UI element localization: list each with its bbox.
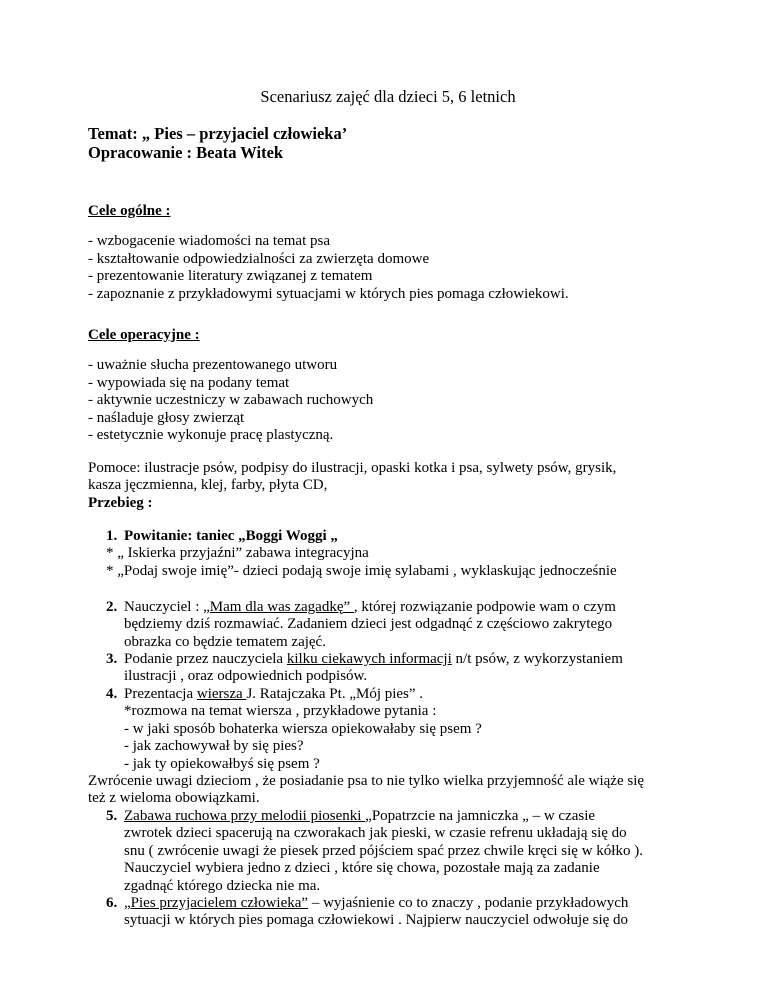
aids-section — [88, 460, 698, 512]
step-6 — [88, 895, 698, 930]
step-number: 5. — [106, 808, 118, 824]
dog-friend-link[interactable]: „Pies przyjacielem człowieka” — [124, 895, 309, 911]
operational-goal-item: - wypowiada się na podany temat — [88, 374, 290, 391]
step-5-line: snu ( zwrócenie uwagi że piesek przed pójściem spać przez chwile kręci się w kółko ). — [124, 842, 643, 859]
course-heading: Przebieg : — [88, 494, 153, 511]
step-5-post: „Popatrzcie na jamniczka „ – w czasie — [365, 808, 596, 824]
step-4-line: *rozmowa na temat wiersza , przykładowe pytania : — [124, 703, 437, 720]
step-4-line: - jak ty opiekowałbyś się psem ? — [124, 755, 320, 772]
aids-line: kasza jęczmienna, klej, farby, płyta CD, — [88, 477, 328, 494]
author-line: Opracowanie : Beata Witek — [88, 143, 284, 162]
general-goal-item: - kształtowanie odpowiedzialności za zwierzęta domowe — [88, 250, 430, 267]
operational-goal-item: - naśladuje głosy zwierząt — [88, 409, 245, 426]
operational-goals-heading: Cele operacyjne : — [88, 327, 200, 343]
step-3-post: n/t psów, z wykorzystaniem — [451, 651, 623, 667]
operational-goals-section — [88, 327, 698, 444]
step-5 — [88, 808, 698, 895]
step-4-line: - jak zachowywał by się pies? — [124, 738, 304, 755]
general-goals-heading: Cele ogólne : — [88, 203, 171, 219]
step-1-title — [88, 528, 698, 545]
general-goal-item: - wzbogacenie wiadomości na temat psa — [88, 233, 330, 250]
step-2-pre: Nauczyciel : — [124, 599, 204, 615]
header-block — [88, 124, 698, 162]
step-4 — [88, 686, 698, 773]
document-title: Scenariusz zajęć dla dzieci 5, 6 letnich — [260, 87, 516, 106]
topic-line: Temat: „ Pies – przyjaciel człowieka’ — [88, 124, 348, 143]
step-number: 6. — [106, 895, 118, 911]
step-4-line: - w jaki sposób bohaterka wiersza opiekowałaby się psem ? — [124, 720, 482, 737]
note-line: też z wieloma obowiązkami. — [88, 790, 260, 807]
step-number: 2. — [106, 599, 118, 615]
step-2-post: , której rozwiązanie podpowie wam o czym — [353, 599, 616, 615]
step-3-pre: Podanie przez nauczyciela — [124, 651, 287, 667]
step-5-line: zgadnąć którego dziecka nie ma. — [124, 877, 321, 894]
general-goals-section — [88, 203, 698, 303]
song-game-link[interactable]: Zabawa ruchowa przy melodii piosenki — [124, 808, 366, 824]
step-1-text: Powitanie: taniec „Boggi Woggi „ — [124, 528, 338, 544]
operational-goal-item: - estetycznie wykonuje pracę plastyczną. — [88, 427, 334, 444]
step-2 — [88, 599, 698, 651]
step-1 — [88, 528, 698, 580]
step-4-post: J. Ratajczaka Pt. „Mój pies” . — [246, 686, 424, 702]
step-number: 4. — [106, 686, 118, 702]
operational-goal-item: - aktywnie uczestniczy w zabawach ruchowych — [88, 392, 374, 409]
step-2-line: będziemy dziś rozmawiać. Zadaniem dzieci jest odgadnąć z częściowo zakrytego — [124, 616, 613, 633]
note-block — [88, 773, 698, 808]
note-line: Zwrócenie uwagi dzieciom , że posiadanie psa to nie tylko wielka przyjemność ale wiąże się — [88, 773, 645, 789]
general-goal-item: - zapoznanie z przykładowymi sytuacjami w których pies pomaga człowiekowi. — [88, 285, 569, 302]
step-2-line: obrazka co będzie tematem zajęć. — [124, 633, 326, 650]
step-number: 1. — [106, 528, 118, 544]
operational-goal-item: - uważnie słucha prezentowanego utworu — [88, 357, 338, 374]
step-4-pre: Prezentacja — [124, 686, 197, 702]
poem-link[interactable]: wiersza — [196, 686, 247, 702]
step-6-line: sytuacji w których pies pomaga człowiekowi . Najpierw nauczyciel odwołuje się do — [124, 912, 629, 929]
riddle-link[interactable]: „Mam dla was zagadkę” — [203, 599, 354, 615]
step-1-sub: * „ Iskierka przyjaźni” zabawa integracyjna — [106, 545, 369, 562]
information-link[interactable]: kilku ciekawych informacji — [286, 651, 452, 667]
step-6-post: – wyjaśnienie co to znaczy , podanie przykładowych — [308, 895, 629, 911]
step-3 — [88, 651, 698, 686]
aids-line: Pomoce: ilustracje psów, podpisy do ilustracji, opaski kotka i psa, sylwety psów, grysik, — [88, 460, 617, 476]
step-1-sub: * „Podaj swoje imię”- dzieci podają swoje imię sylabami , wyklaskując jednocześnie — [106, 562, 617, 579]
general-goal-item: - prezentowanie literatury związanej z tematem — [88, 268, 373, 285]
step-5-line: Nauczyciel wybiera jedno z dzieci , które się chowa, pozostałe mają za zadanie — [124, 860, 600, 877]
step-3-line: ilustracji , oraz odpowiednich podpisów. — [124, 668, 368, 685]
step-number: 3. — [106, 651, 118, 667]
step-5-line: zwrotek dzieci spacerują na czworakach jak pieski, w czasie refrenu układają się do — [124, 825, 627, 842]
